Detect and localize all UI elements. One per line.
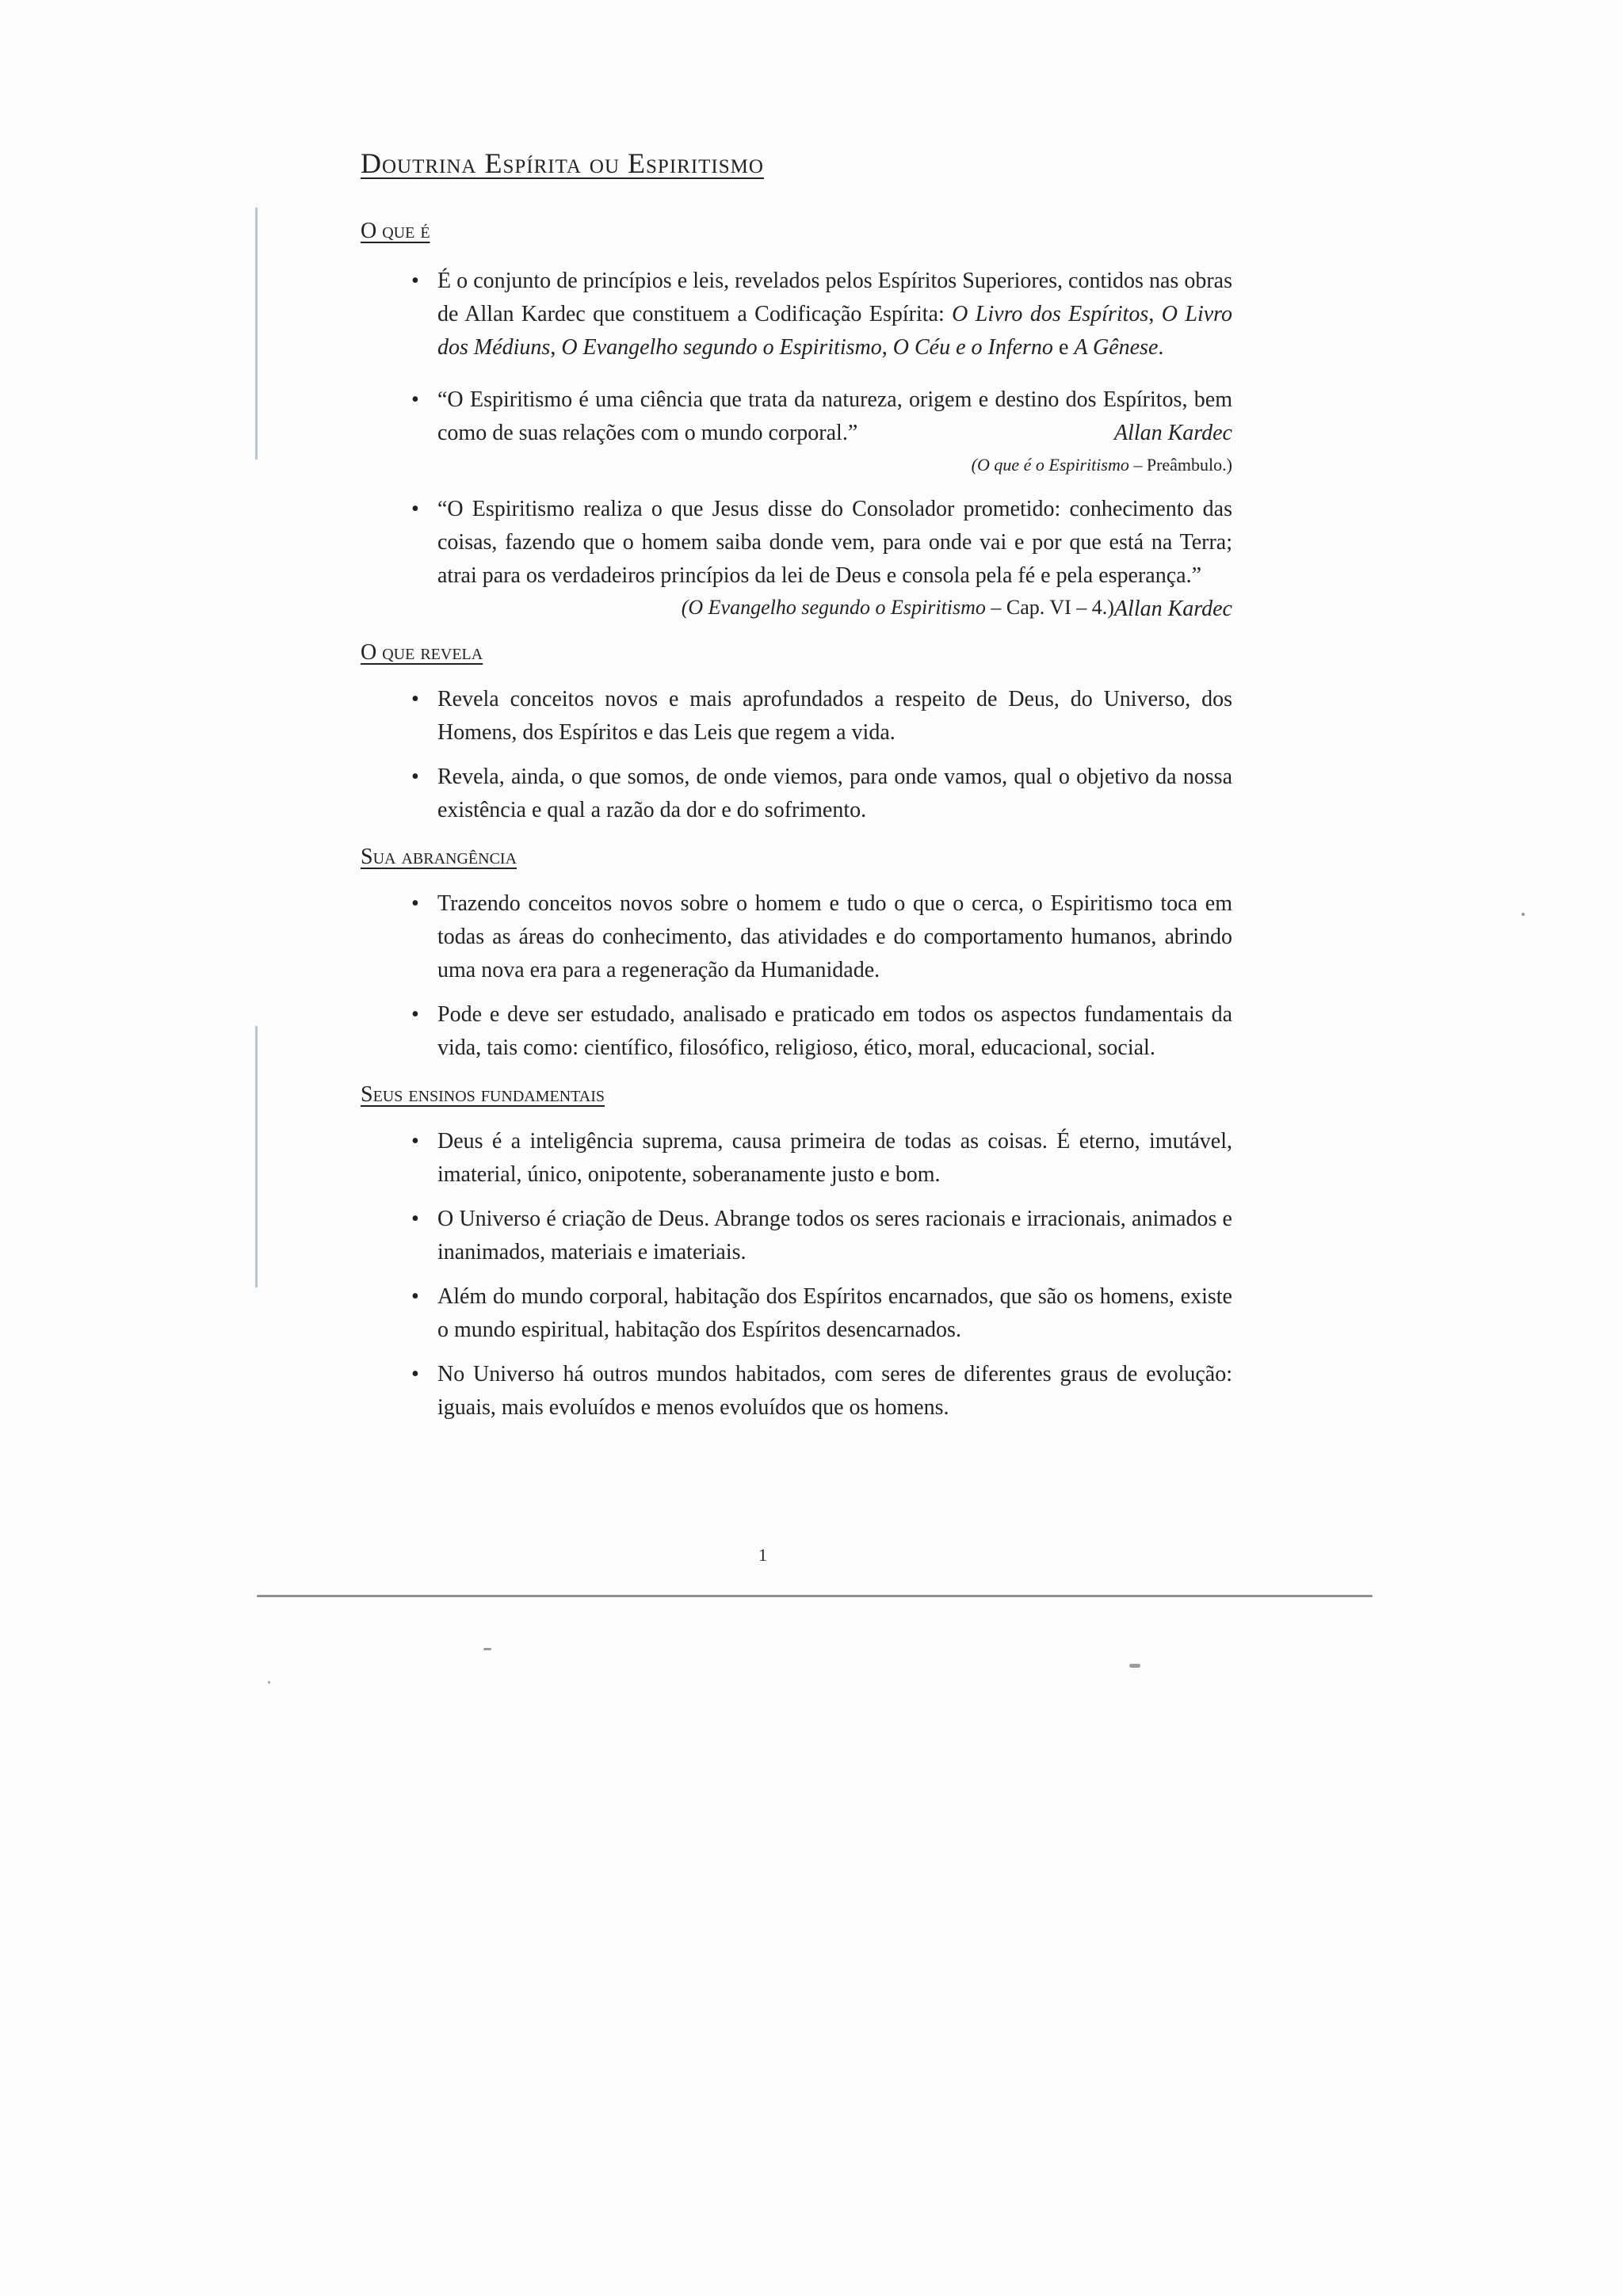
quote-author: Allan Kardec — [1113, 597, 1232, 621]
quote-author: Allan Kardec — [1113, 421, 1232, 445]
list-item — [361, 887, 1232, 987]
list-item — [361, 265, 1232, 364]
document-title: Doutrina Espírita ou Espiritismo — [361, 147, 764, 179]
scan-speck — [1129, 1664, 1140, 1668]
list-item — [361, 1280, 1232, 1347]
bullet-icon: • — [411, 687, 419, 711]
item-text: Deus é a inteligência suprema, causa primeira de todas as coisas. É eterno, imutável, imaterial, único, onipotente, soberanamente justo e bom. — [437, 1129, 1232, 1187]
source-title: (O que é o Espiritismo — [971, 455, 1129, 475]
bullet-icon: • — [411, 891, 419, 916]
quote-text: “O Espiritismo realiza o que Jesus disse do Consolador prometido: conhecimento das coisas, fazendo que o homem saiba donde vem, para onde vai e por que está na Terra; atrai para os verdadeiros princípios da lei de Deus e consola pela fé e pela esperança.” — [437, 497, 1232, 588]
work-title: O Livro dos Médiuns — [437, 302, 1233, 360]
separator: , — [1148, 302, 1162, 326]
separator: , — [550, 335, 562, 360]
item-text: No Universo há outros mundos habitados, com seres de diferentes graus de evolução: iguais, mais evoluídos e menos evoluídos que os homens. — [437, 1362, 1232, 1420]
list-item — [361, 383, 1232, 480]
page-number: 1 — [758, 1545, 767, 1565]
bullet-icon: • — [411, 765, 419, 789]
scan-margin-line — [255, 1026, 258, 1287]
bullet-icon: • — [411, 1362, 419, 1386]
section-heading-o-que-revela: O que revela — [361, 640, 483, 665]
quote-text: “O Espiritismo é uma ciência que trata da natureza, origem e destino dos Espíritos, bem como de suas relações com o mundo corporal.” — [437, 387, 1232, 445]
section-list-seus-ensinos-fundamentais — [361, 1125, 1232, 1425]
bullet-icon: • — [411, 1284, 419, 1309]
list-item — [361, 493, 1232, 623]
section-list-sua-abrangencia — [361, 887, 1232, 1065]
separator: , — [881, 335, 893, 360]
list-item — [361, 683, 1232, 749]
list-item — [361, 1125, 1232, 1192]
work-title: A Gênese — [1074, 335, 1159, 360]
item-text: O Universo é criação de Deus. Abrange todos os seres racionais e irracionais, animados e inanimados, materiais e imateriais. — [437, 1207, 1232, 1264]
scan-speck — [268, 1681, 270, 1684]
bullet-icon: • — [411, 1002, 419, 1027]
section-heading-sua-abrangencia: Sua abrangência — [361, 845, 517, 869]
item-text: Revela conceitos novos e mais aprofundados a respeito de Deus, do Universo, dos Homens, dos Espíritos e das Leis que regem a vida. — [437, 687, 1232, 745]
section-list-o-que-revela — [361, 683, 1232, 827]
separator: e — [1052, 335, 1075, 360]
scan-speck — [1522, 913, 1525, 916]
section-list-o-que-e — [361, 265, 1232, 623]
page-bottom-rule — [257, 1595, 1373, 1597]
item-text: Pode e deve ser estudado, analisado e praticado em todos os aspectos fundamentais da vida, tais como: científico, filosófico, religioso, ético, moral, educacional, social. — [437, 1002, 1232, 1060]
page-content — [361, 143, 1232, 1425]
list-item — [361, 1358, 1232, 1425]
source-detail: – Preâmbulo.) — [1128, 455, 1232, 475]
section-heading-seus-ensinos-fundamentais: Seus ensinos fundamentais — [361, 1082, 605, 1107]
scan-speck — [483, 1648, 491, 1650]
quote-source — [437, 450, 1232, 480]
scan-margin-line — [255, 208, 258, 460]
list-item — [361, 761, 1232, 827]
source-detail: – Cap. VI – 4.) — [985, 596, 1114, 619]
item-text: É o conjunto de princípios e leis, revelados pelos Espíritos Superiores, contidos nas obras de Allan Kardec que constituem a Codificação Espírita: — [437, 269, 1232, 326]
list-item — [361, 998, 1232, 1065]
bullet-icon: • — [411, 269, 419, 293]
work-title: O Céu e o Inferno — [892, 335, 1053, 360]
item-text: Revela, ainda, o que somos, de onde viemos, para onde vamos, qual o objetivo da nossa existência e qual a razão da dor e do sofrimento. — [437, 765, 1232, 822]
quote-source — [437, 593, 1232, 623]
item-text: Além do mundo corporal, habitação dos Espíritos encarnados, que são os homens, existe o mundo espiritual, habitação dos Espíritos desencarnados. — [437, 1284, 1232, 1342]
source-title: (O Evangelho segundo o Espiritismo — [681, 596, 986, 619]
end-punct: . — [1158, 335, 1164, 360]
bullet-icon: • — [411, 1207, 419, 1231]
bullet-icon: • — [411, 497, 419, 521]
work-title: O Livro dos Espíritos — [952, 302, 1149, 326]
work-title: O Evangelho segundo o Espiritismo — [561, 335, 882, 360]
bullet-icon: • — [411, 387, 419, 412]
item-text: Trazendo conceitos novos sobre o homem e tudo o que o cerca, o Espiritismo toca em todas as áreas do conhecimento, das atividades e do comportamento humanos, abrindo uma nova era para a regeneração da Humanidade. — [437, 891, 1232, 982]
section-heading-o-que-e: O que é — [361, 219, 430, 243]
bullet-icon: • — [411, 1129, 419, 1154]
list-item — [361, 1203, 1232, 1269]
